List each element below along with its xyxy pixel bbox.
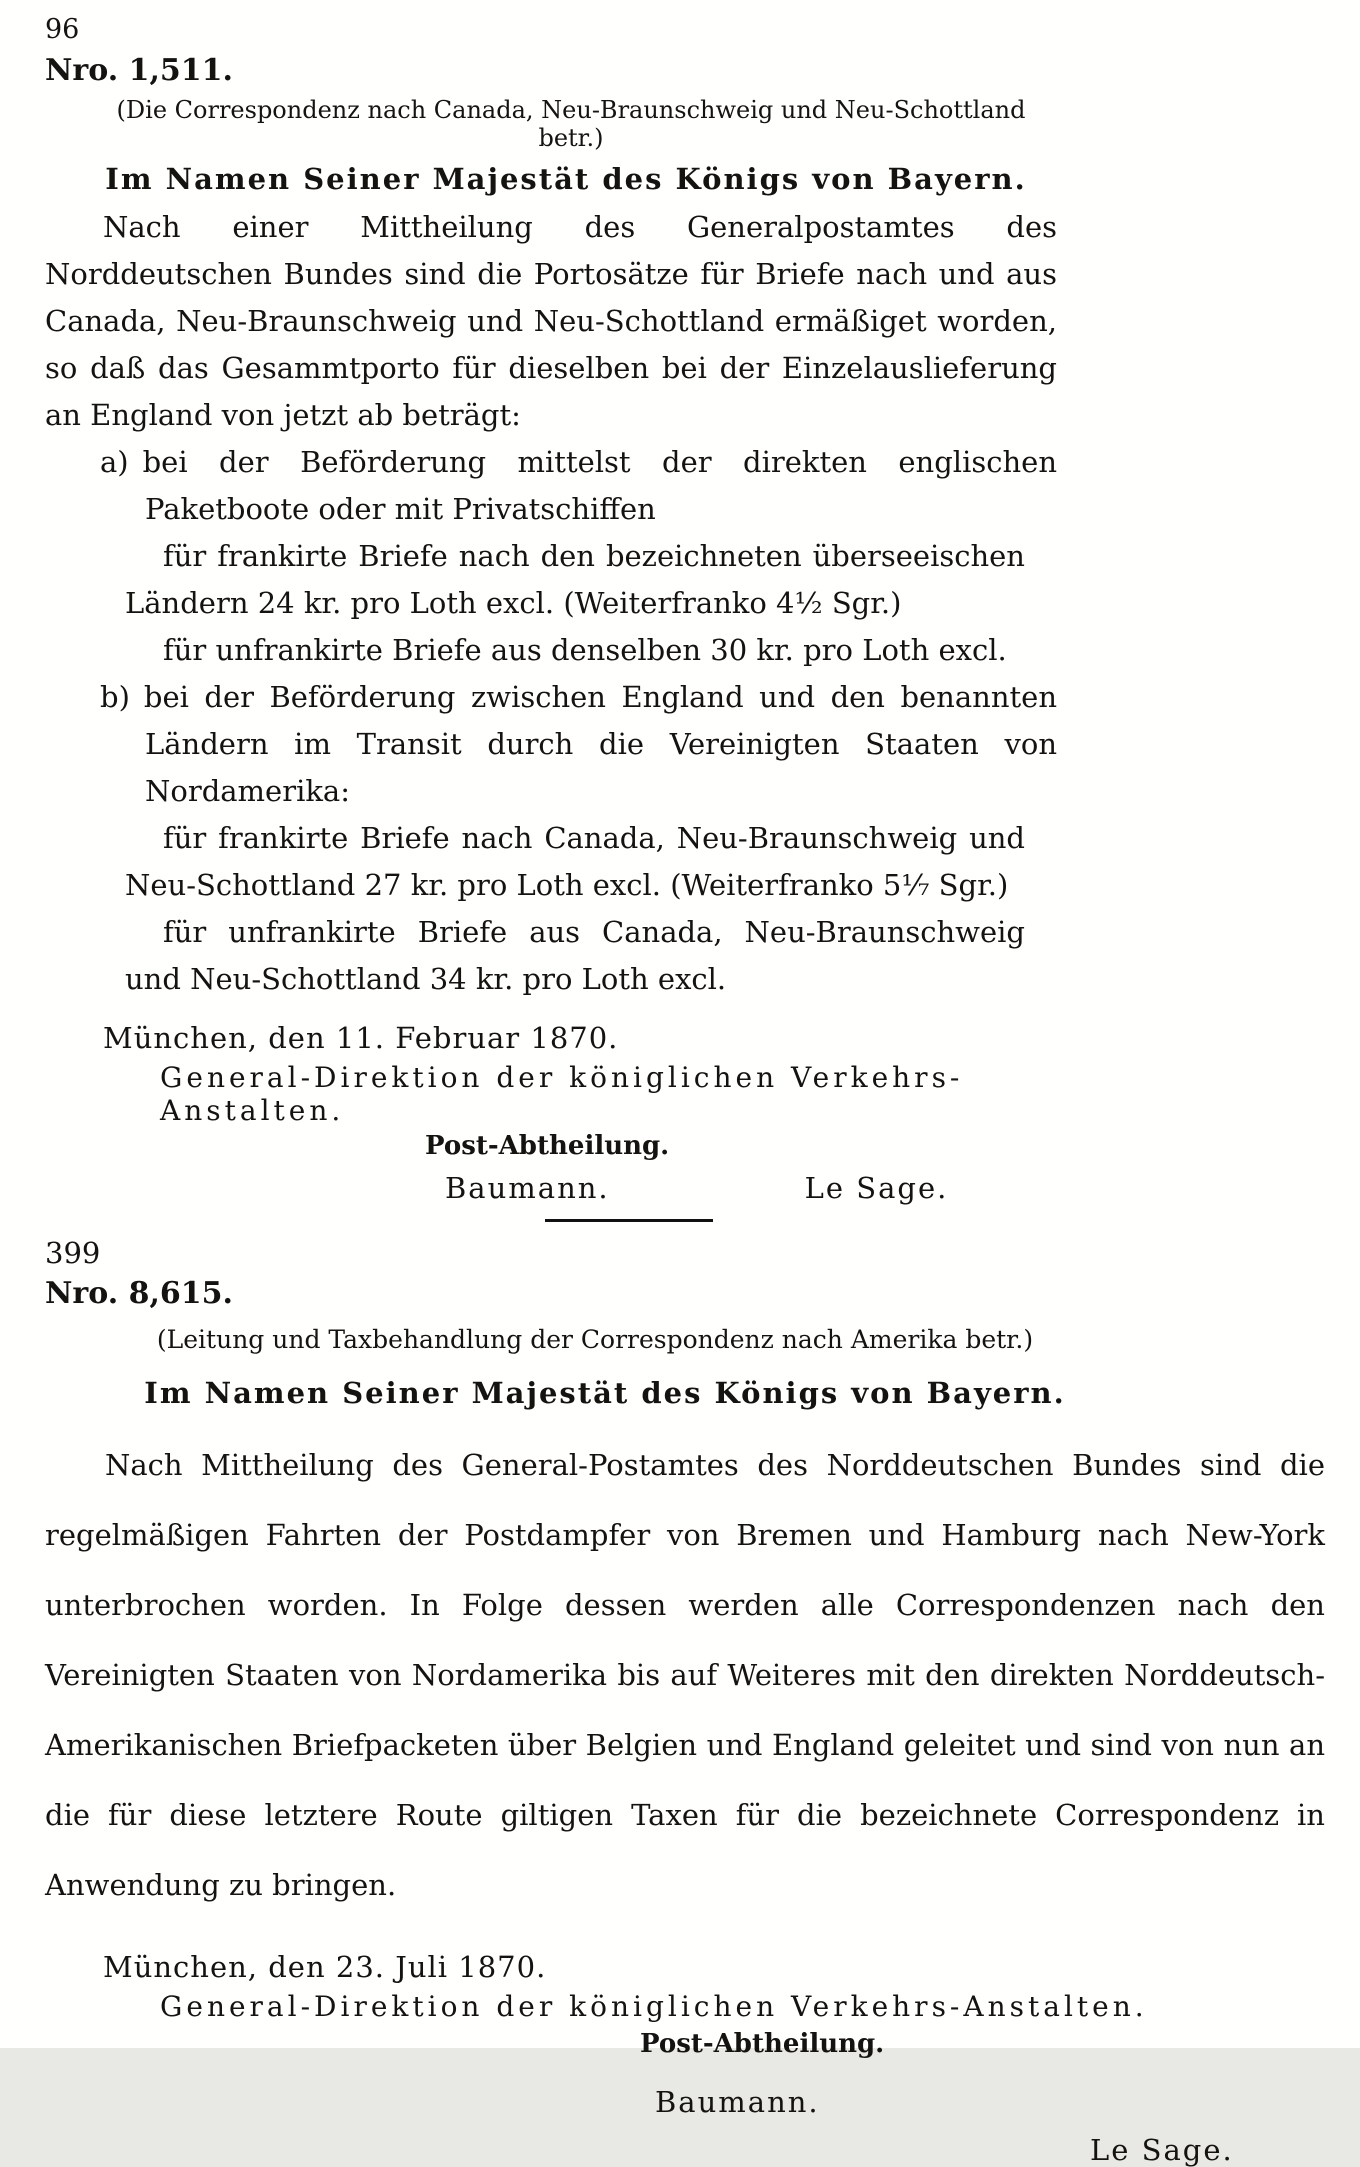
royal-heading: Im Namen Seiner Majestät des Königs von Bayern. bbox=[105, 162, 1027, 196]
authority-line: General-Direktion der königlichen Verkehrs-Anstalten. bbox=[160, 1990, 1148, 2023]
department-line: Post-Abtheilung. bbox=[425, 1131, 670, 1161]
dateline: München, den 11. Februar 1870. bbox=[103, 1021, 619, 1055]
subject-line: (Die Correspondenz nach Canada, Neu-Braunschweig und Neu-Schottland betr.) bbox=[116, 96, 1026, 152]
item-a-label: a) bbox=[100, 445, 129, 479]
item-a-sub1: für frankirte Briefe nach den bezeichneten überseeischen Ländern 24 kr. pro Loth excl. (Weiterfranko 4½ Sgr.) bbox=[125, 539, 1025, 620]
body-paragraph: Nach Mittheilung des General-Postamtes des Norddeutschen Bundes sind die regelmäßigen Fahrten der Postdampfer von Bremen und Hamburg nach New-York unterbrochen worden. In Folge dessen werden alle Correspondenzen nach den Vereinigten Staaten von Nordamerika bis auf Weiteres mit den direkten Norddeutsch-Amerikanischen Briefpacketen über Belgien und England geleitet und sind von nun an die für diese letztere Route giltigen Taxen für die bezeichnete Correspondenz in Anwendung zu bringen. bbox=[45, 1448, 1325, 1902]
reference-number: 399 bbox=[45, 1236, 101, 1270]
subject-line: (Leitung und Taxbehandlung der Correspondenz nach Amerika betr.) bbox=[156, 1325, 1034, 1354]
authority-line: General-Direktion der königlichen Verkehrs-Anstalten. bbox=[160, 1061, 964, 1127]
item-b-text: bei der Beförderung zwischen England und den benannten Ländern im Transit durch die Vereinigten Staaten von Nordamerika: bbox=[143, 680, 1057, 808]
item-b-label: b) bbox=[100, 680, 130, 714]
signature-lesage: Le Sage. bbox=[804, 1171, 949, 1205]
department-line: Post-Abtheilung. bbox=[640, 2029, 885, 2059]
decree-number: Nro. 1,511. bbox=[45, 53, 233, 88]
item-b bbox=[100, 674, 1057, 815]
item-a-sub2: für unfrankirte Briefe aus denselben 30 kr. pro Loth excl. bbox=[163, 633, 1007, 667]
signature-baumann: Baumann. bbox=[655, 2085, 820, 2119]
notice-1511 bbox=[45, 53, 1320, 1205]
intro-paragraph: Nach einer Mittheilung des Generalpostamtes des Norddeutschen Bundes sind die Portosätze für Briefe nach und aus Canada, Neu-Braunschweig und Neu-Schottland ermäßiget worden, so daß das Gesammtporto für dieselben bei der Einzelauslieferung an England von jetzt ab beträgt: bbox=[45, 210, 1057, 432]
decree-number: Nro. 8,615. bbox=[45, 1276, 233, 1311]
item-b-sub2: für unfrankirte Briefe aus Canada, Neu-Braunschweig und Neu-Schottland 34 kr. pro Loth excl. bbox=[125, 915, 1025, 996]
dateline: München, den 23. Juli 1870. bbox=[103, 1950, 547, 1984]
item-b-sub1: für frankirte Briefe nach Canada, Neu-Braunschweig und Neu-Schottland 27 kr. pro Loth excl. (Weiterfranko 5¹⁄₇ Sgr.) bbox=[125, 821, 1025, 902]
signature-lesage: Le Sage. bbox=[1090, 2133, 1234, 2167]
page-number: 96 bbox=[45, 14, 80, 45]
section-divider bbox=[545, 1219, 713, 1222]
signature-row bbox=[45, 1171, 1057, 1205]
royal-heading: Im Namen Seiner Majestät des Königs von Bayern. bbox=[144, 1376, 1066, 1410]
item-a bbox=[100, 439, 1057, 533]
item-a-text: bei der Beförderung mittelst der direkten englischen Paketboote oder mit Privatschiffen bbox=[142, 445, 1057, 526]
signature-baumann: Baumann. bbox=[445, 1171, 610, 1205]
notice-8615 bbox=[45, 1236, 1325, 2167]
